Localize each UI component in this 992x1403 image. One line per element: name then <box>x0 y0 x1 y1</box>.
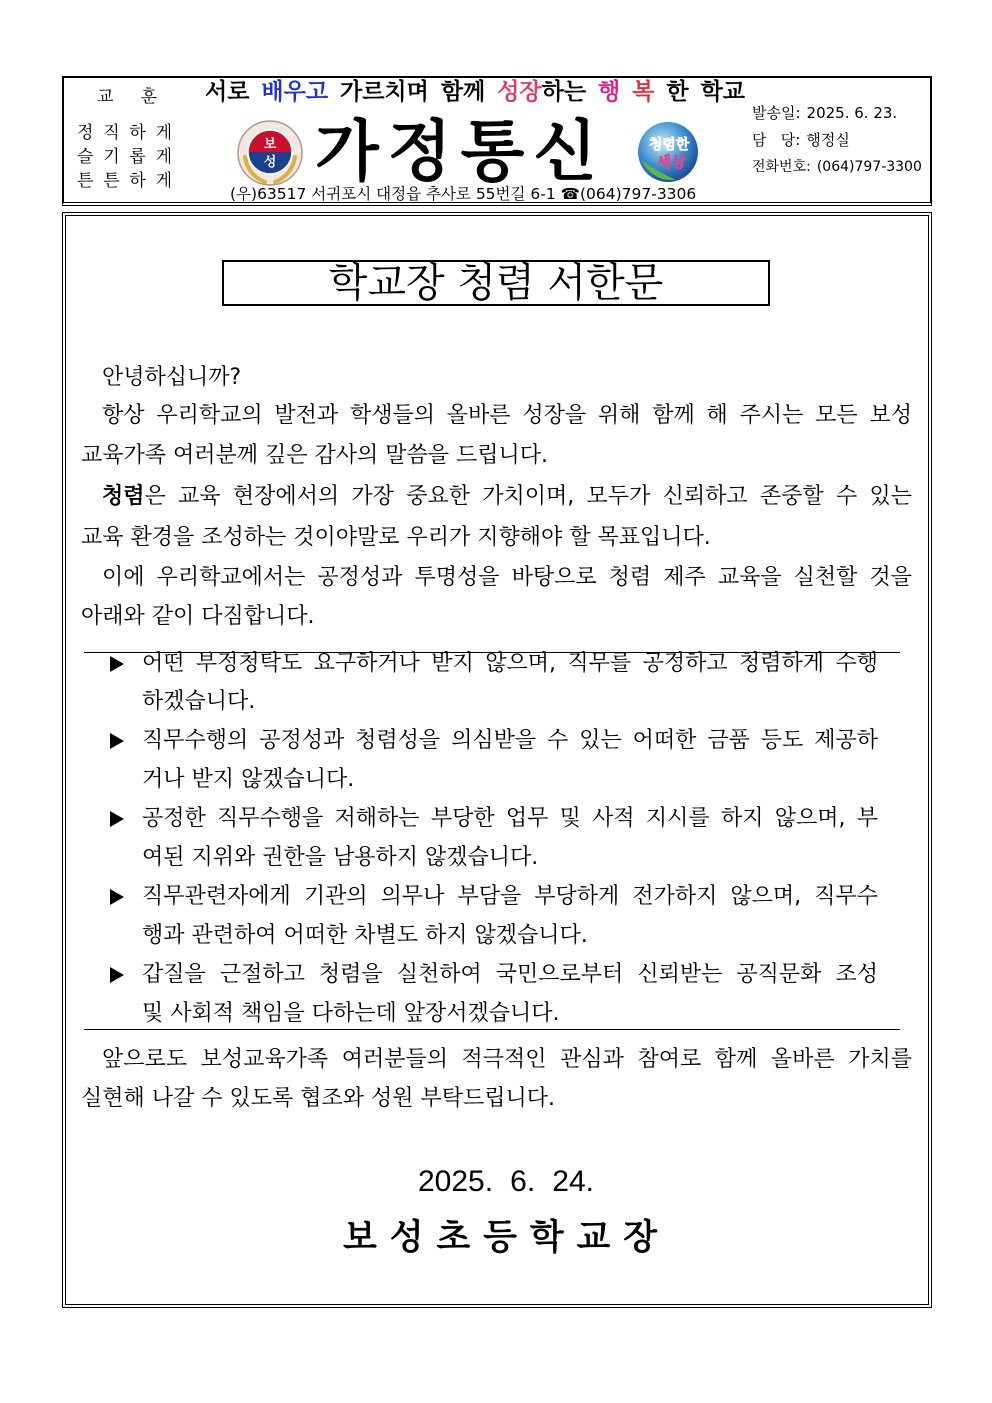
slogan-word: 하는 <box>541 79 587 105</box>
school-slogan <box>205 78 745 106</box>
bullet-triangle-icon <box>110 811 124 827</box>
slogan-word: 배우고 <box>261 79 329 105</box>
newsletter-header <box>62 76 932 206</box>
integrity-logo-lettering: 세상 <box>656 153 686 171</box>
paragraph-line: 교육가족 여러분께 깊은 감사의 말씀을 드립니다. <box>81 443 549 468</box>
pledge-line: 직무관련자에게 기관의 의무나 부담을 부당하게 전가하지 않으며, 직무수 <box>142 884 878 909</box>
paragraph-line: 항상 우리학교의 발전과 학생들의 올바른 성장을 위해 함께 해 주시는 모든 보성 <box>102 403 912 428</box>
school-virtue: 정 직 하 게 <box>77 123 172 143</box>
school-address: (우)63517 서귀포시 대정읍 추사로 55번길 6-1 ☎(064)797-3306 <box>230 185 697 203</box>
slogan-word: 가르치며 <box>340 79 429 105</box>
slogan-word: 복 <box>632 79 655 105</box>
emblem-lettering: 성 <box>263 155 277 170</box>
bullet-triangle-icon <box>110 967 124 983</box>
emphasis-word: 청렴 <box>102 484 145 509</box>
closing-line: 앞으로도 보성교육가족 여러분들의 적극적인 관심과 참여로 함께 올바른 가치를 <box>102 1047 912 1072</box>
issue-date-value: 2025. 6. 23. <box>806 104 898 122</box>
pledge-line: 하겠습니다. <box>142 689 256 714</box>
pledge-line: 어떤 부정청탁도 요구하거나 받지 않으며, 직무를 공정하고 청렴하게 수행 <box>142 651 878 676</box>
paragraph-line <box>102 483 912 511</box>
phone-number <box>752 157 928 177</box>
school-emblem-icon <box>236 119 304 187</box>
letter-title: 학교장 청렴 서한문 <box>222 260 770 306</box>
bullet-triangle-icon <box>110 889 124 905</box>
integrity-logo-icon <box>636 120 700 184</box>
greeting: 안녕하십니까? <box>102 365 242 390</box>
bullet-triangle-icon <box>110 733 124 749</box>
contact-label: 담 당: <box>752 131 801 149</box>
contact-value: 행정실 <box>806 131 850 149</box>
pledge-line: 거나 받지 않겠습니다. <box>142 767 355 792</box>
paragraph-text: 은 교육 현장에서의 가장 중요한 가치이며, 모두가 신뢰하고 존중할 수 있는 <box>144 484 912 509</box>
pledge-line: 및 사회적 책임을 다하는데 앞장서겠습니다. <box>142 1001 560 1026</box>
slogan-word: 성장 <box>497 79 542 105</box>
school-virtue: 튼 튼 하 게 <box>77 171 172 191</box>
letter-signature: 보 성 초 등 학 교 장 <box>343 1218 657 1257</box>
paragraph-line: 교육 환경을 조성하는 것이야말로 우리가 지향해야 할 목표입니다. <box>81 525 711 550</box>
pledge-line: 공정한 직무수행을 저해하는 부당한 업무 및 사적 지시를 하지 않으며, 부 <box>142 806 878 831</box>
issue-date <box>752 103 928 123</box>
letter-frame <box>62 212 932 1308</box>
integrity-logo-lettering: 청렴한 <box>648 137 690 153</box>
letter-date: 2025. 6. 24. <box>418 1165 594 1198</box>
issue-date-label: 발송일: <box>752 104 801 122</box>
pledge-line: 여된 지위와 권한을 남용하지 않겠습니다. <box>142 845 539 870</box>
pledge-bottom-rule <box>84 1029 900 1030</box>
school-virtue: 슬 기 롭 게 <box>77 147 172 167</box>
slogan-word: 서로 <box>205 79 250 105</box>
slogan-word: 행 <box>598 79 621 105</box>
newsletter-title: 가정통신 <box>315 113 607 190</box>
phone-value: (064)797-3300 <box>816 159 922 175</box>
slogan-word-group <box>497 78 586 106</box>
slogan-word: 함께 <box>440 79 486 105</box>
paragraph-line: 이에 우리학교에서는 공정성과 투명성을 바탕으로 청렴 제주 교육을 실천할 것을 <box>102 565 912 590</box>
pledge-line: 직무수행의 공정성과 청렴성을 의심받을 수 있는 어떠한 금품 등도 제공하 <box>142 728 878 753</box>
closing-line: 실현해 나갈 수 있도록 협조와 성원 부탁드립니다. <box>81 1086 555 1111</box>
contact-person <box>752 130 928 150</box>
phone-label: 전화번호: <box>752 159 811 175</box>
bullet-triangle-icon <box>110 656 124 672</box>
pledge-line: 갑질을 근절하고 청렴을 실천하여 국민으로부터 신뢰받는 공직문화 조성 <box>142 962 878 987</box>
emblem-lettering: 보 <box>263 137 277 152</box>
pledge-line: 행과 관련하여 어떠한 차별도 하지 않겠습니다. <box>142 923 588 948</box>
slogan-word: 학교 <box>700 79 745 105</box>
paragraph-line: 아래와 같이 다짐합니다. <box>81 604 315 629</box>
slogan-word: 한 <box>666 79 689 105</box>
school-motto-label: 교 훈 <box>97 87 157 107</box>
